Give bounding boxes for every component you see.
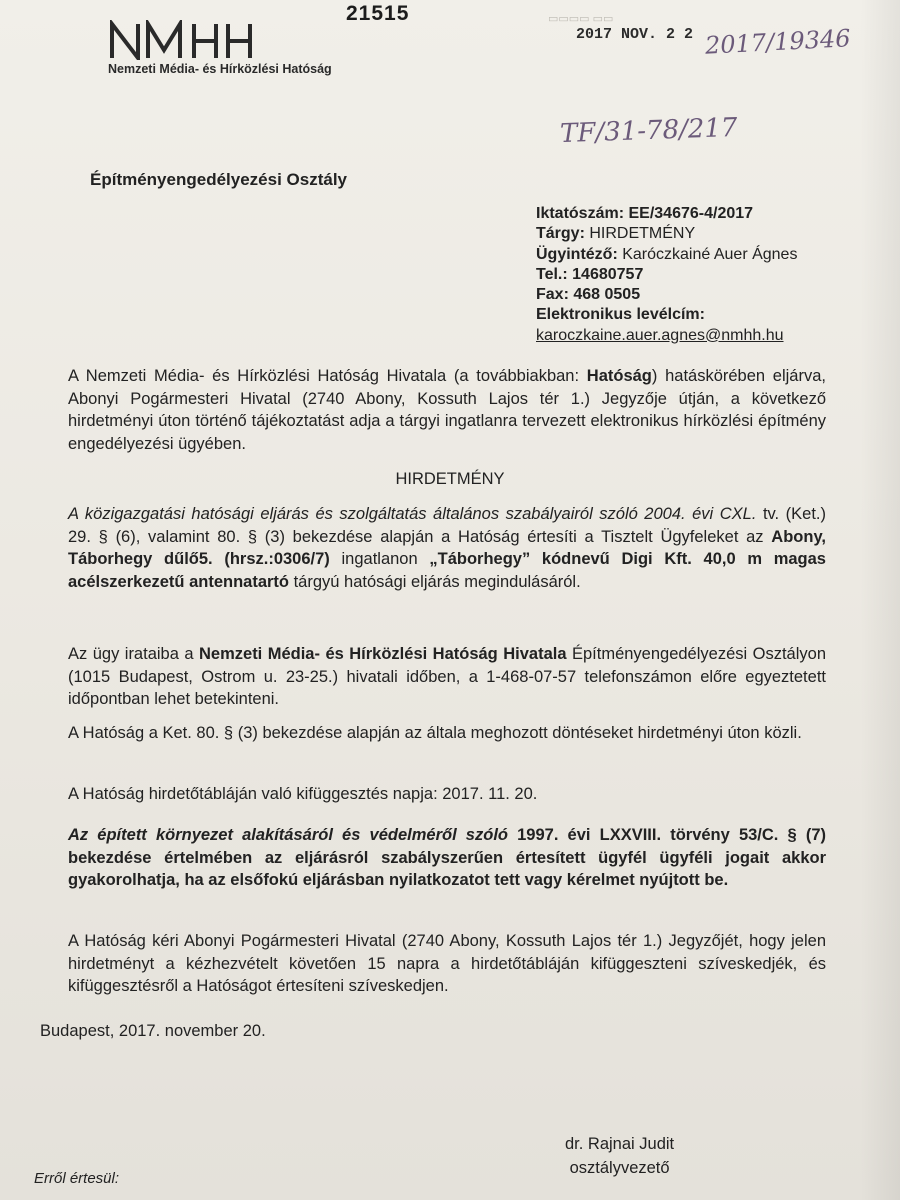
targy-value: HIRDETMÉNY (589, 225, 696, 243)
footer-notified: Erről értesül: (34, 1170, 120, 1187)
paragraph-posting-date: A Hatóság hirdetőtábláján való kifüggesztés napja: 2017. 11. 20. (68, 785, 538, 803)
tel-value: 14680757 (572, 265, 644, 283)
paragraph-request: A Hatóság kéri Abonyi Pogármesteri Hivatal (2740 Abony, Kossuth Lajos tér 1.) Jegyzőjét, hogy jelen hirdetményt a kézhezvételt követően 15 napra a hirdetőtábláján kifüggeszteni szíveskedjék, és kifüggesztésről a Hatóságot értesíteni szíveskedjen. (68, 932, 826, 995)
email-link[interactable]: karoczkaine.auer.agnes@nmhh.hu (536, 326, 784, 344)
nmhh-logo (108, 20, 268, 60)
signature-block (565, 1132, 674, 1180)
paragraph-inspection: Az ügy irataiba a Nemzeti Média- és Hírközlési Hatóság Hivatala Építményengedélyezési Osztályon (1015 Budapest, Ostrom u. 23-25.) hivatali időben, a 1-468-07-57 telefonszámon előre egyeztetett időpontban lehet betekinteni. (68, 645, 826, 708)
meta-block (536, 204, 797, 346)
iktatoszam-label: Iktatószám: (536, 205, 625, 222)
ugyintezo-label: Ügyintéző: (536, 245, 618, 263)
ugyintezo-value: Karóczkainé Auer Ágnes (622, 245, 798, 263)
handwritten-reference: 2017/19346 (704, 24, 852, 60)
paragraph-rights: Az épített környezet alakításáról és védelméről szóló 1997. évi LXXVIII. törvény 53/C. § (7) bekezdése értelmében az eljárásról szabályszerűen értesített ügyfél ügyféli jogait akkor gyakorolhatja, ha az elsőfokú eljárásban nyilatkozatot tett vagy kérelmet nyújtott be. (68, 826, 826, 889)
authority-name: Nemzeti Média- és Hírközlési Hatóság (108, 62, 332, 76)
department-name: Építményengedélyezési Osztály (90, 170, 347, 189)
tel-label: Tel.: (536, 265, 568, 283)
faint-stamp-text: ▭▭▭▭ ▭▭ (548, 13, 614, 25)
fax-label: Fax: (536, 286, 569, 304)
page-edge-shadow (860, 0, 900, 1200)
targy-label: Tárgy: (536, 225, 585, 243)
email-label: Elektronikus levélcím: (536, 306, 705, 324)
document-title: HIRDETMÉNY (395, 470, 505, 488)
place-date: Budapest, 2017. november 20. (40, 1022, 266, 1040)
paragraph-decisions: A Hatóság a Ket. 80. § (3) bekezdése alapján az általa meghozott döntéseket hirdetményi úton közli. (68, 724, 802, 742)
stamp-date: 2017 NOV. 2 2 (576, 26, 694, 43)
fax-value: 468 0505 (573, 286, 641, 304)
intro-paragraph: A Nemzeti Média- és Hírközlési Hatóság Hivatala (a továbbiakban: Hatóság) hatáskörében eljárva, Abonyi Pogármesteri Hivatal (2740 Abony, Kossuth Lajos tér 1.) Jegyzője útján, a következő hirdetményi úton történő tájékoztatást adja a tárgyi ingatlanra tervezett elektronikus hírközlési építmény engedélyezési ügyében. (68, 367, 826, 453)
signer-name: dr. Rajnai Judit (565, 1135, 675, 1153)
handwritten-reference-2: TF/31-78/217 (559, 112, 738, 150)
signer-position: osztályvezető (569, 1159, 670, 1177)
iktatoszam-value: EE/34676-4/2017 (628, 205, 754, 222)
paragraph-proceeding: A közigazgatási hatósági eljárás és szolgáltatás általános szabályairól szóló 2004. évi CXL. tv. (Ket.) 29. § (6), valamint 80. § (3) bekezdése alapján a Hatóság értesíti a Tisztelt Ügyfeleket az Abony, Táborhegy dűlő5. (hrsz.:0306/7) ingatlanon „Táborhegy” kódnevű Digi Kft. 40,0 m magas acélszerkezetű antennatartó tárgyú hatósági eljárás megindulásáról. (68, 505, 826, 591)
stamp-number: 21515 (346, 2, 410, 25)
